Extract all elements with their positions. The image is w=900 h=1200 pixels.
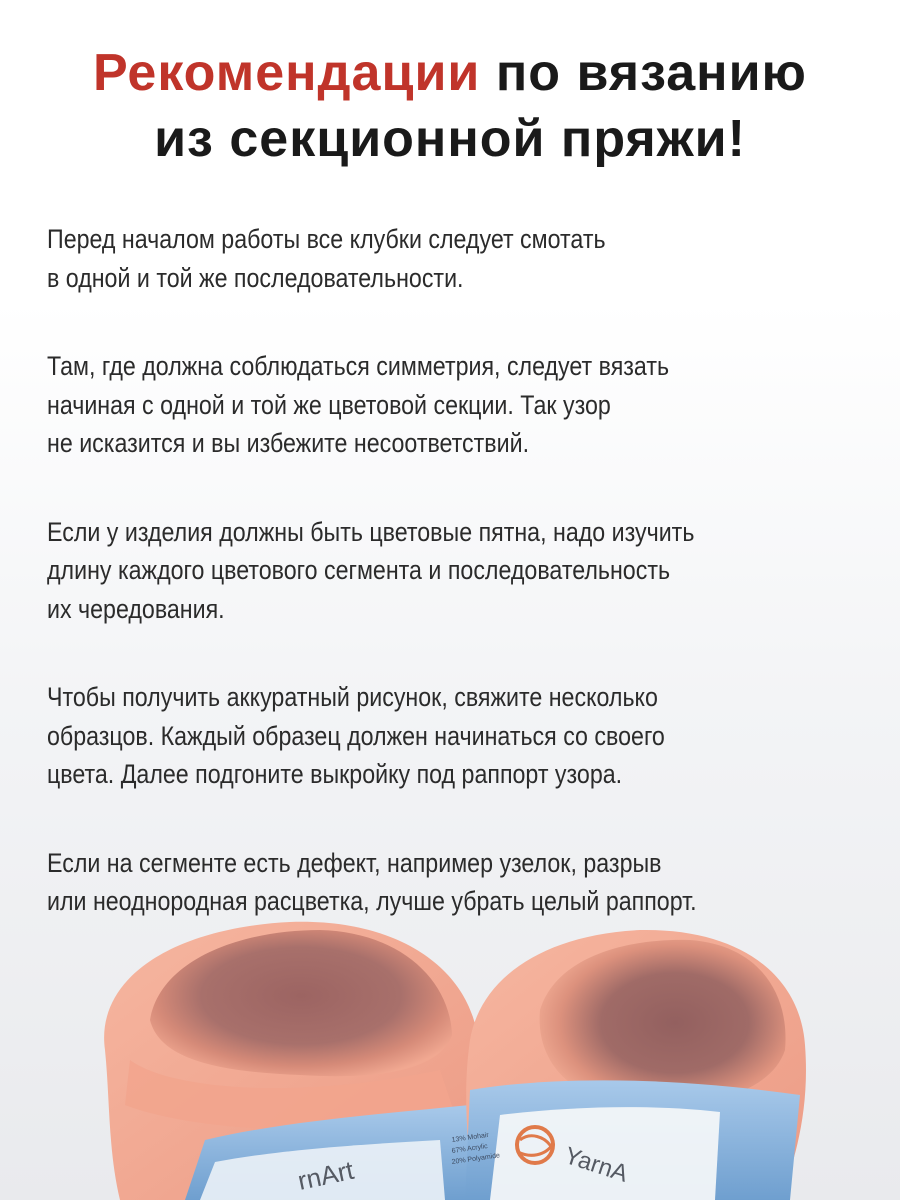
- paragraph-line: не исказится и вы избежите несоответствий.: [47, 428, 530, 458]
- title-line-2: из секционной пряжи!: [154, 110, 746, 168]
- paragraph-samples: [47, 678, 877, 794]
- title-accent: Рекомендации: [93, 44, 481, 102]
- paragraph-line: начиная с одной и той же цветовой секции. Так узор: [47, 389, 611, 420]
- yarn-skein-left: [104, 922, 485, 1200]
- left-label-composition-3: 20% Polyamide: [451, 1152, 501, 1166]
- paragraph-line: образцов. Каждый образец должен начинаться со своего: [47, 720, 665, 751]
- paragraph-line: Чтобы получить аккуратный рисунок, свяжите несколько: [47, 682, 658, 712]
- paragraph-line: Там, где должна соблюдаться симметрия, следует вязать: [47, 351, 670, 381]
- paragraph-line: длину каждого цветового сегмента и последовательность: [47, 555, 671, 585]
- paragraph-line: или неоднородная расцветка, лучше убрать целый раппорт.: [47, 886, 697, 916]
- yarn-skeins-photo: [0, 900, 900, 1200]
- left-label-brand: rnArt: [295, 1154, 357, 1196]
- title-line-1-rest: по вязанию: [480, 44, 807, 102]
- left-label-composition-1: 13% Mohair: [451, 1131, 490, 1144]
- recommendations-text: [47, 220, 877, 971]
- paragraph-winding: [47, 220, 877, 297]
- left-label-composition-2: 67% Acrylic: [451, 1143, 489, 1155]
- yarn-skein-right: [465, 930, 806, 1200]
- paragraph-color-spots: [47, 513, 877, 629]
- paragraph-line: их чередования.: [47, 593, 225, 624]
- paragraph-line: в одной и той же последовательности.: [47, 262, 464, 293]
- right-label-brand: YarnA: [561, 1142, 632, 1188]
- page-title: [0, 40, 900, 172]
- title-line-1: [0, 40, 900, 106]
- paragraph-line: Если на сегменте есть дефект, например узелок, разрыв: [47, 847, 662, 878]
- paragraph-symmetry: [47, 347, 877, 463]
- paragraph-line: Перед началом работы все клубки следует смотать: [47, 224, 606, 254]
- paragraph-line: цвета. Далее подгоните выкройку под раппорт узора.: [47, 759, 623, 789]
- paragraph-line: Если у изделия должны быть цветовые пятна, надо изучить: [47, 516, 695, 547]
- yarn-skeins-illustration: [0, 900, 900, 1200]
